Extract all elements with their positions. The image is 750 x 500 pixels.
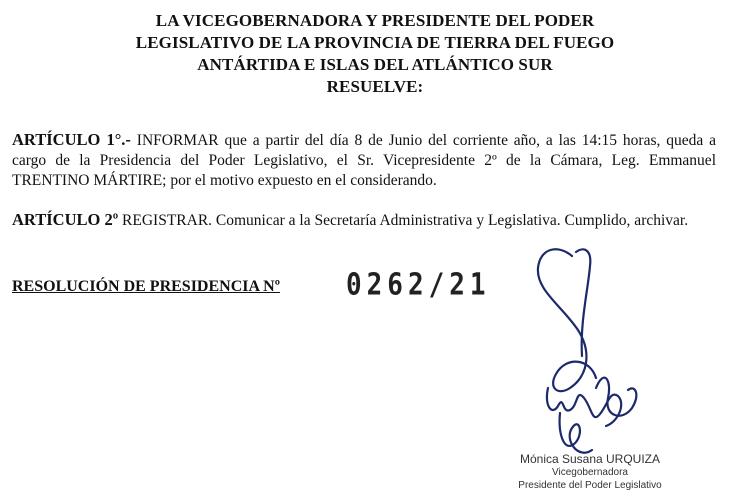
signatory-name: Mónica Susana URQUIZA [519, 452, 661, 466]
signatory-title-2: Presidente del Poder Legislativo [518, 480, 662, 491]
heading-line-2: LEGISLATIVO DE LA PROVINCIA DE TIERRA DEL FUEGO [135, 33, 615, 52]
handwritten-signature [500, 238, 650, 478]
heading-line-1: LA VICEGOBERNADORA Y PRESIDENTE DEL PODER [155, 11, 595, 30]
signature-stroke-loop [538, 249, 596, 391]
article-2-text: REGISTRAR. Comunicar a la Secretaría Administrativa y Legislativa. Cumplido, archivar. [118, 212, 689, 229]
article-2 [12, 210, 716, 231]
signature-stroke-lower [560, 413, 592, 453]
heading-line-3: ANTÁRTIDA E ISLAS DEL ATLÁNTICO SUR [197, 55, 553, 74]
resolution-label: RESOLUCIÓN DE PRESIDENCIA Nº [12, 278, 280, 295]
article-1-text: INFORMAR que a partir del día 8 de Junio del corriente año, a las 14:15 horas, queda a cargo de la Presidencia del Poder Legislativo, el Sr. Vicepresidente 2º de la Cámara, Leg. Emmanuel TRENTINO MÁRTIRE; por el motivo expuesto en el considerando. [12, 132, 716, 189]
resolution-number: 0262/21 [346, 268, 491, 303]
document-heading [0, 10, 750, 98]
article-2-label: ARTÍCULO 2º [12, 210, 119, 229]
heading-resuelve: RESUELVE: [326, 77, 424, 96]
signatory-stamp [490, 452, 690, 492]
signature-stroke-middle [547, 388, 621, 426]
signatory-title-1: Vicegobernadora [552, 467, 628, 478]
article-1 [12, 130, 716, 191]
article-1-label: ARTÍCULO 1°.- [12, 130, 131, 149]
